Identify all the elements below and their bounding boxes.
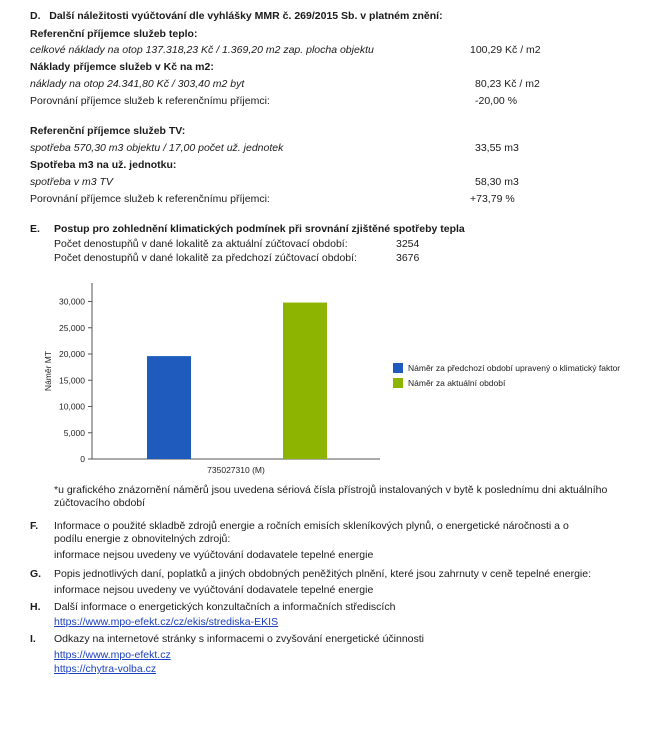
legend-item-current bbox=[393, 378, 505, 388]
bar-current bbox=[283, 303, 327, 459]
consumption-bar-chart bbox=[40, 283, 380, 483]
section-h-text: Další informace o energetických konzultačních a informačních střediscích bbox=[54, 601, 396, 613]
section-d-heading: D. Další náležitosti vyúčtování dle vyhlášky MMR č. 269/2015 Sb. v platném znění: bbox=[30, 10, 443, 22]
ref-tv-title: Referenční příjemce služeb TV: bbox=[30, 125, 186, 137]
y-tick-label: 25,000 bbox=[59, 322, 85, 333]
legend-label-previous: Náměr za předchozí období upravený o klimatický faktor bbox=[408, 363, 621, 373]
legend-item-previous bbox=[393, 363, 620, 373]
y-axis-label: Náměr MT bbox=[43, 350, 53, 392]
comparison-heat-label: Porovnání příjemce služeb k referenčnímu příjemci: bbox=[30, 95, 270, 107]
y-tick-label: 30,000 bbox=[59, 296, 85, 307]
section-i-letter: I. bbox=[30, 633, 36, 645]
legend-label-current: Náměr za aktuální období bbox=[408, 378, 506, 388]
section-h-letter: H. bbox=[30, 601, 41, 613]
ref-heat-desc: celkové náklady na otop 137.318,23 Kč / 1.369,20 m2 zap. plocha objektu bbox=[30, 44, 374, 56]
legend-swatch-current bbox=[393, 378, 403, 388]
section-i-text: Odkazy na internetové stránky s informacemi o zvyšování energetické účinnosti bbox=[54, 633, 425, 645]
y-tick-label: 20,000 bbox=[59, 349, 85, 359]
y-tick-label: 0 bbox=[80, 454, 85, 464]
comparison-tv-label: Porovnání příjemce služeb k referenčnímu příjemci: bbox=[30, 193, 270, 205]
section-f-letter: F. bbox=[30, 520, 39, 532]
y-tick-label: 10,000 bbox=[59, 401, 85, 412]
comparison-heat-value: -20,00 % bbox=[475, 95, 518, 107]
bar-previous bbox=[147, 356, 191, 459]
cost-title: Náklady příjemce služeb v Kč na m2: bbox=[30, 61, 214, 73]
ekis-link[interactable]: https://www.mpo-efekt.cz/cz/ekis/strediska-EKIS bbox=[54, 616, 279, 628]
degree-days-prev-label: Počet denostupňů v dané lokalitě za předchozí zúčtovací období: bbox=[54, 252, 357, 264]
section-f-text-line2: podílu energie z obnovitelných zdrojů: bbox=[54, 533, 231, 545]
section-g-text: Popis jednotlivých daní, poplatků a jiných obdobných peněžitých plnění, které jsou zahrnuty v ceně tepelné energie: bbox=[54, 568, 592, 580]
section-f-text-line1: Informace o použité skladbě zdrojů energie a ročních emisích skleníkových plynů, o energetické náročnosti a o bbox=[54, 520, 569, 532]
comparison-tv-value: +73,79 % bbox=[470, 193, 515, 205]
section-e-title: Postup pro zohlednění klimatických podmínek při srovnání zjištěné spotřeby tepla bbox=[54, 223, 465, 235]
unit-consumption-value: 58,30 m3 bbox=[475, 176, 519, 188]
legend-swatch-previous bbox=[393, 363, 403, 373]
section-g-info: informace nejsou uvedeny ve vyúčtování dodavatele tepelné energie bbox=[54, 584, 374, 596]
unit-consumption-title: Spotřeba m3 na už. jednotku: bbox=[30, 159, 177, 171]
mpo-efekt-link[interactable]: https://www.mpo-efekt.cz bbox=[54, 649, 171, 661]
degree-days-prev-value: 3676 bbox=[396, 252, 420, 264]
y-tick-label: 15,000 bbox=[59, 375, 85, 386]
chytra-volba-link[interactable]: https://chytra-volba.cz bbox=[54, 663, 157, 675]
section-g-letter: G. bbox=[30, 568, 42, 580]
x-category-label: 735027310 (M) bbox=[207, 465, 265, 475]
cost-desc: náklady na otop 24.341,80 Kč / 303,40 m2 byt bbox=[30, 78, 245, 90]
section-f-info: informace nejsou uvedeny ve vyúčtování dodavatele tepelné energie bbox=[54, 549, 374, 561]
ref-tv-desc: spotřeba 570,30 m3 objektu / 17,00 počet už. jednotek bbox=[30, 142, 284, 154]
cost-value: 80,23 Kč / m2 bbox=[475, 78, 540, 90]
chart-note: *u grafického znázornění náměrů jsou uvedena sériová čísla přístrojů instalovaných v bytě k poslednímu dni aktuálního zúčtovacího období bbox=[54, 484, 608, 509]
ref-heat-value: 100,29 Kč / m2 bbox=[470, 44, 541, 56]
section-e-letter: E. bbox=[30, 223, 40, 235]
unit-consumption-desc: spotřeba v m3 TV bbox=[30, 176, 113, 188]
ref-heat-title: Referenční příjemce služeb teplo: bbox=[30, 28, 198, 40]
ref-tv-value: 33,55 m3 bbox=[475, 142, 519, 154]
degree-days-current-value: 3254 bbox=[396, 238, 420, 250]
degree-days-current-label: Počet denostupňů v dané lokalitě za aktuální zúčtovací období: bbox=[54, 238, 348, 250]
y-tick-label: 5,000 bbox=[63, 427, 85, 438]
